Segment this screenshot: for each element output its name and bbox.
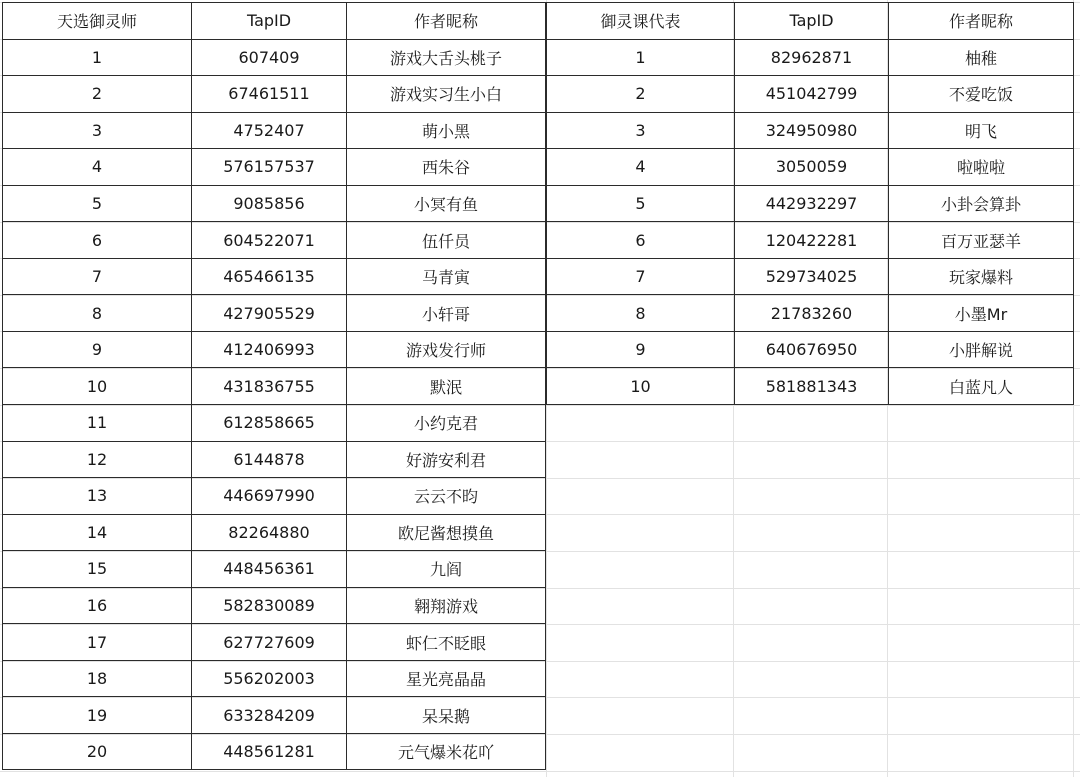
left-table-tianxuan-yulingshi: [2, 2, 546, 770]
tapid-cell: 529734025: [735, 258, 889, 295]
table-row: [3, 587, 546, 624]
tapid-cell: 582830089: [192, 587, 347, 624]
tapid-cell: 412406993: [192, 331, 347, 368]
rank-cell: 14: [3, 514, 192, 551]
rank-cell: 2: [3, 76, 192, 113]
column-header: TapID: [192, 3, 347, 40]
author-name-cell: 云云不昀: [347, 478, 546, 515]
author-name-cell: 欧尼酱想摸鱼: [347, 514, 546, 551]
table-row: [547, 222, 1074, 259]
rank-cell: 1: [3, 39, 192, 76]
rank-cell: 12: [3, 441, 192, 478]
rank-cell: 6: [3, 222, 192, 259]
table-row: [3, 331, 546, 368]
author-name-cell: 呆呆鹅: [347, 697, 546, 734]
table-row: [3, 222, 546, 259]
rank-cell: 5: [3, 185, 192, 222]
author-name-cell: 不爱吃饭: [889, 76, 1074, 113]
tapid-cell: 82962871: [735, 39, 889, 76]
table-row: [3, 478, 546, 515]
author-name-cell: 小墨Mr: [889, 295, 1074, 332]
author-name-cell: 虾仁不眨眼: [347, 624, 546, 661]
rank-cell: 2: [547, 76, 735, 113]
rank-cell: 4: [547, 149, 735, 186]
table-row: [3, 624, 546, 661]
table-row: [547, 39, 1074, 76]
rank-cell: 10: [547, 368, 735, 405]
author-name-cell: 游戏实习生小白: [347, 76, 546, 113]
author-name-cell: 柚稚: [889, 39, 1074, 76]
author-name-cell: 白蓝凡人: [889, 368, 1074, 405]
table-row: [3, 185, 546, 222]
rank-cell: 10: [3, 368, 192, 405]
table-row: [547, 76, 1074, 113]
rank-cell: 4: [3, 149, 192, 186]
tapid-cell: 324950980: [735, 112, 889, 149]
author-name-cell: 游戏发行师: [347, 331, 546, 368]
tapid-cell: 4752407: [192, 112, 347, 149]
author-name-cell: 小轩哥: [347, 295, 546, 332]
table-row: [547, 331, 1074, 368]
author-name-cell: 默泯: [347, 368, 546, 405]
author-name-cell: 好游安利君: [347, 441, 546, 478]
author-name-cell: 百万亚瑟羊: [889, 222, 1074, 259]
tapid-cell: 82264880: [192, 514, 347, 551]
author-name-cell: 小冥有鱼: [347, 185, 546, 222]
tapid-cell: 9085856: [192, 185, 347, 222]
column-header: 作者昵称: [889, 3, 1074, 40]
rank-cell: 8: [547, 295, 735, 332]
table-row: [3, 514, 546, 551]
table-row: [3, 441, 546, 478]
table-row: [3, 733, 546, 770]
rank-cell: 7: [3, 258, 192, 295]
table-row: [547, 112, 1074, 149]
tapid-cell: 427905529: [192, 295, 347, 332]
author-name-cell: 星光亮晶晶: [347, 660, 546, 697]
tapid-cell: 3050059: [735, 149, 889, 186]
tapid-cell: 465466135: [192, 258, 347, 295]
rank-cell: 20: [3, 733, 192, 770]
tapid-cell: 67461511: [192, 76, 347, 113]
tapid-cell: 120422281: [735, 222, 889, 259]
rank-cell: 9: [3, 331, 192, 368]
tapid-cell: 627727609: [192, 624, 347, 661]
column-header: TapID: [735, 3, 889, 40]
header-row: [3, 3, 546, 40]
right-table-yuling-kedaibiao: [546, 2, 1074, 405]
table-row: [3, 39, 546, 76]
rank-cell: 19: [3, 697, 192, 734]
rank-cell: 8: [3, 295, 192, 332]
header-row: [547, 3, 1074, 40]
author-name-cell: 萌小黑: [347, 112, 546, 149]
column-header: 作者昵称: [347, 3, 546, 40]
author-name-cell: 西朱谷: [347, 149, 546, 186]
table-row: [3, 295, 546, 332]
rank-cell: 15: [3, 551, 192, 588]
table-row: [3, 258, 546, 295]
rank-cell: 16: [3, 587, 192, 624]
tapid-cell: 6144878: [192, 441, 347, 478]
rank-cell: 3: [3, 112, 192, 149]
author-name-cell: 小胖解说: [889, 331, 1074, 368]
tapid-cell: 451042799: [735, 76, 889, 113]
author-name-cell: 明飞: [889, 112, 1074, 149]
author-name-cell: 翱翔游戏: [347, 587, 546, 624]
tapid-cell: 612858665: [192, 405, 347, 442]
author-name-cell: 伍仟员: [347, 222, 546, 259]
rank-cell: 13: [3, 478, 192, 515]
tapid-cell: 607409: [192, 39, 347, 76]
rank-cell: 9: [547, 331, 735, 368]
author-name-cell: 啦啦啦: [889, 149, 1074, 186]
tapid-cell: 581881343: [735, 368, 889, 405]
rank-cell: 3: [547, 112, 735, 149]
tapid-cell: 633284209: [192, 697, 347, 734]
table-row: [3, 76, 546, 113]
tapid-cell: 604522071: [192, 222, 347, 259]
author-name-cell: 小卦会算卦: [889, 185, 1074, 222]
column-header: 御灵课代表: [547, 3, 735, 40]
rank-cell: 17: [3, 624, 192, 661]
author-name-cell: 元气爆米花吖: [347, 733, 546, 770]
tapid-cell: 442932297: [735, 185, 889, 222]
table-row: [547, 368, 1074, 405]
grid-row-line: [0, 771, 1080, 772]
rank-cell: 11: [3, 405, 192, 442]
author-name-cell: 玩家爆料: [889, 258, 1074, 295]
table-row: [547, 149, 1074, 186]
tapid-cell: 556202003: [192, 660, 347, 697]
table-row: [3, 149, 546, 186]
author-name-cell: 九阎: [347, 551, 546, 588]
table-row: [3, 368, 546, 405]
tapid-cell: 576157537: [192, 149, 347, 186]
table-row: [547, 258, 1074, 295]
rank-cell: 5: [547, 185, 735, 222]
column-header: 天选御灵师: [3, 3, 192, 40]
tapid-cell: 21783260: [735, 295, 889, 332]
table-row: [3, 551, 546, 588]
table-row: [3, 405, 546, 442]
table-row: [547, 295, 1074, 332]
tapid-cell: 446697990: [192, 478, 347, 515]
rank-cell: 7: [547, 258, 735, 295]
rank-cell: 1: [547, 39, 735, 76]
table-row: [547, 185, 1074, 222]
table-row: [3, 697, 546, 734]
table-row: [3, 660, 546, 697]
author-name-cell: 马青寅: [347, 258, 546, 295]
tapid-cell: 448456361: [192, 551, 347, 588]
tapid-cell: 448561281: [192, 733, 347, 770]
table-row: [3, 112, 546, 149]
tapid-cell: 640676950: [735, 331, 889, 368]
tapid-cell: 431836755: [192, 368, 347, 405]
rank-cell: 18: [3, 660, 192, 697]
rank-cell: 6: [547, 222, 735, 259]
author-name-cell: 游戏大舌头桃子: [347, 39, 546, 76]
author-name-cell: 小约克君: [347, 405, 546, 442]
